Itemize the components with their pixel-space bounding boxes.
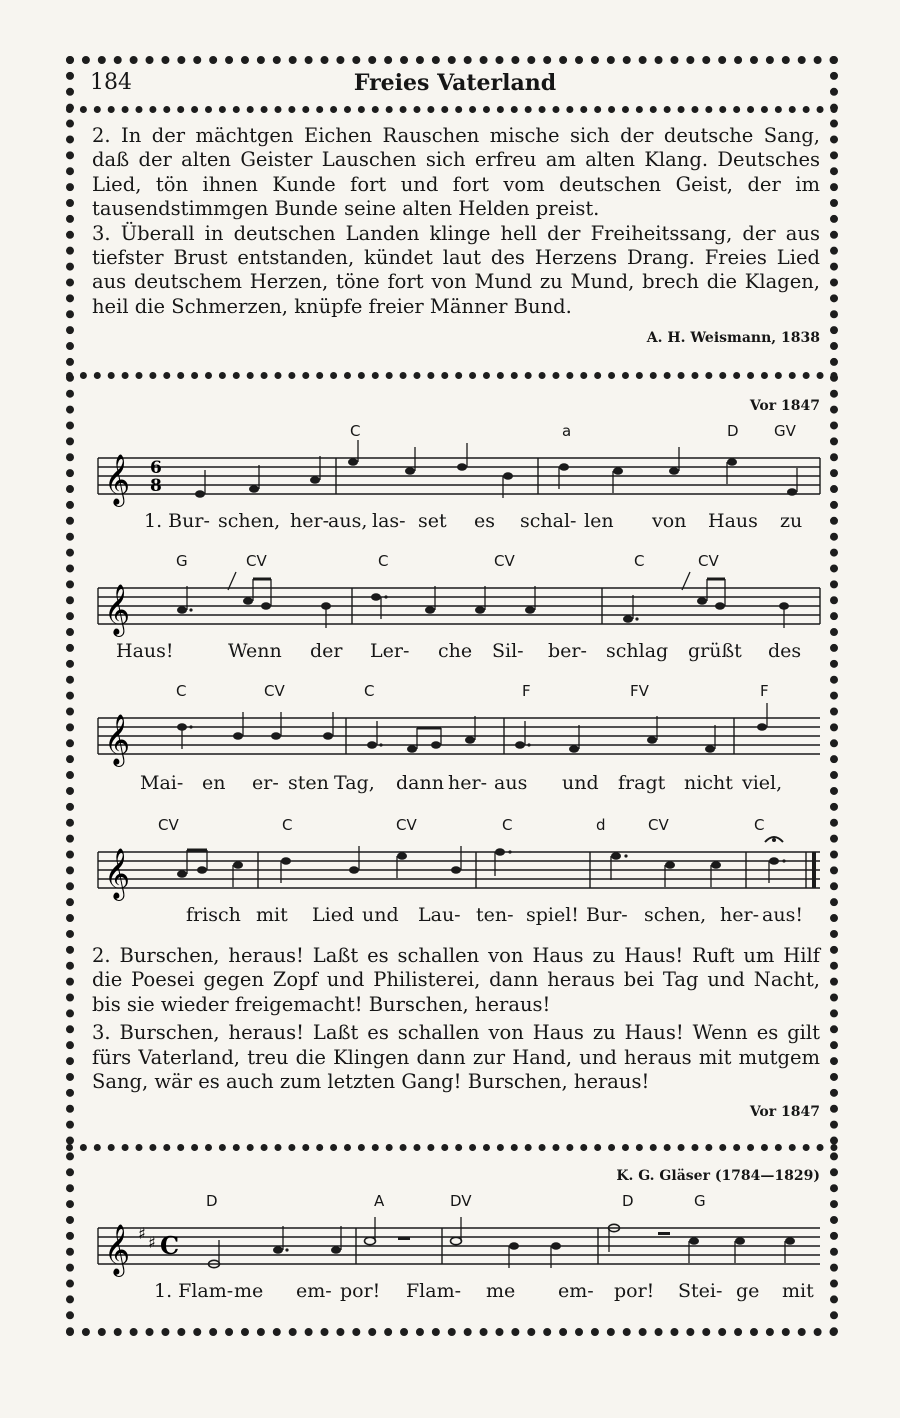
- lyric-syllable: me: [234, 1280, 264, 1302]
- running-title: Freies Vaterland: [353, 70, 557, 96]
- song2-verses: [92, 944, 820, 1094]
- chord-label: d: [596, 816, 606, 834]
- music-staff-5: [90, 1210, 822, 1280]
- chord-label: C: [378, 552, 389, 570]
- chord-label: a: [562, 422, 572, 440]
- lyric-syllable: Wenn: [228, 640, 282, 662]
- chord-label: D: [622, 1192, 634, 1210]
- lyric-syllable: schlag: [606, 640, 669, 662]
- lyric-syllable: mit: [256, 904, 288, 926]
- chord-label: CV: [246, 552, 267, 570]
- lyric-syllable: Haus: [708, 510, 758, 532]
- lyric-syllable: her-: [448, 772, 487, 794]
- song1-verses: [92, 124, 820, 319]
- svg-text:𝄞: 𝄞: [104, 584, 131, 635]
- chord-label: C: [364, 682, 375, 700]
- lyric-syllable: grüßt: [688, 640, 742, 662]
- svg-text:𝄞: 𝄞: [104, 454, 131, 505]
- svg-text:C: C: [160, 1231, 180, 1260]
- chord-label: F: [760, 682, 769, 700]
- lyric-syllable: und: [362, 904, 399, 926]
- lyric-syllable: nicht: [684, 772, 733, 794]
- song-date: Vor 1847: [749, 1104, 820, 1120]
- lyric-syllable: por!: [614, 1280, 655, 1302]
- lyric-syllable: em-: [296, 1280, 332, 1302]
- lyric-syllable: her-: [290, 510, 329, 532]
- chord-label: C: [176, 682, 187, 700]
- lyric-syllable: che: [438, 640, 473, 662]
- lyric-syllable: Ler-: [370, 640, 410, 662]
- lyric-syllable: 1. Flam-: [154, 1280, 234, 1302]
- header-divider: [66, 106, 838, 113]
- lyric-syllable: ge: [736, 1280, 760, 1302]
- svg-text:𝄞: 𝄞: [104, 1224, 131, 1275]
- svg-text:𝄞: 𝄞: [104, 714, 131, 765]
- lyric-syllable: schen,: [218, 510, 281, 532]
- lyric-syllable: von: [652, 510, 687, 532]
- chord-label: CV: [698, 552, 719, 570]
- section-divider-1: [66, 372, 838, 379]
- chord-label: C: [754, 816, 765, 834]
- composer-credit: K. G. Gläser (1784—1829): [616, 1168, 820, 1184]
- lyric-syllable: Stei-: [678, 1280, 723, 1302]
- page-number: 184: [90, 70, 132, 95]
- verse-text: 3. Burschen, heraus! Laßt es schallen von Haus zu Haus! Wenn es gilt fürs Vaterland, treu die Klingen dann zur Hand, und heraus mit mutgem Sang, wär es auch zum letzten Gang! Burschen, heraus!: [92, 1021, 820, 1094]
- chord-label: C: [350, 422, 361, 440]
- lyric-syllable: fragt: [618, 772, 666, 794]
- chord-label: CV: [158, 816, 179, 834]
- lyric-syllable: des: [768, 640, 802, 662]
- svg-text:♯: ♯: [148, 1233, 156, 1252]
- verse-text: 2. In der mächtgen Eichen Rauschen mische sich der deutsche Sang, daß der alten Geister Lauschen sich erfreu am alten Klang. Deutsches Lied, tön ihnen Kunde fort und fort vom deutschen Geist, der im tausendstimmgen Bunde seine alten Helden preist.: [92, 124, 820, 221]
- chord-label: F: [522, 682, 531, 700]
- verse-text: 2. Burschen, heraus! Laßt es schallen von Haus zu Haus! Ruft um Hilf die Poesei gegen Zopf und Philisterei, dann heraus bei Tag und Nacht, bis sie wieder freigemacht! Burschen, heraus!: [92, 944, 820, 1016]
- lyric-syllable: es: [474, 510, 495, 532]
- lyric-syllable: sten: [288, 772, 329, 794]
- svg-text:♯: ♯: [138, 1224, 146, 1243]
- lyric-syllable: em-: [558, 1280, 594, 1302]
- author-credit: A. H. Weismann, 1838: [646, 330, 820, 346]
- lyric-syllable: me: [486, 1280, 516, 1302]
- lyric-syllable: Lau-: [418, 904, 461, 926]
- svg-text:8: 8: [150, 476, 162, 496]
- lyric-syllable: aus,: [328, 510, 368, 532]
- lyric-syllable: Lied: [312, 904, 355, 926]
- chord-label: D: [206, 1192, 218, 1210]
- chord-label: CV: [264, 682, 285, 700]
- verse-text: 3. Überall in deutschen Landen klinge hell der Freiheitssang, der aus tiefster Brust entstanden, kündet laut des Herzens Drang. Freies Lied aus deutschem Herzen, töne fort von Mund zu Mund, brech die Klagen, heil die Schmerzen, knüpfe freier Männer Bund.: [92, 221, 820, 318]
- music-staff-3: [90, 700, 822, 770]
- chord-label: D: [727, 422, 739, 440]
- lyric-syllable: schal-: [520, 510, 577, 532]
- lyric-syllable: her-: [720, 904, 759, 926]
- lyric-syllable: Flam-: [406, 1280, 462, 1302]
- chord-label: C: [282, 816, 293, 834]
- chord-label: CV: [396, 816, 417, 834]
- lyric-syllable: und: [562, 772, 599, 794]
- lyric-syllable: spiel!: [526, 904, 579, 926]
- lyric-syllable: Bur-: [586, 904, 628, 926]
- lyric-syllable: len: [584, 510, 614, 532]
- svg-text:6: 6: [150, 458, 162, 478]
- lyric-syllable: Mai-: [140, 772, 184, 794]
- lyric-syllable: en: [202, 772, 226, 794]
- lyric-syllable: frisch: [186, 904, 241, 926]
- lyric-syllable: aus!: [762, 904, 803, 926]
- chord-label: C: [634, 552, 645, 570]
- lyric-syllable: Haus!: [116, 640, 174, 662]
- melody-credit: Vor 1847: [749, 398, 820, 414]
- lyric-syllable: schen,: [644, 904, 707, 926]
- chord-label: DV: [450, 1192, 472, 1210]
- lyric-syllable: er-: [252, 772, 279, 794]
- chord-label: FV: [630, 682, 649, 700]
- svg-text:𝄞: 𝄞: [104, 848, 131, 899]
- lyric-syllable: der: [310, 640, 343, 662]
- lyric-syllable: zu: [780, 510, 803, 532]
- lyric-syllable: mit: [782, 1280, 814, 1302]
- lyric-syllable: por!: [340, 1280, 381, 1302]
- page-header: [90, 68, 820, 102]
- lyric-syllable: Tag,: [334, 772, 375, 794]
- music-staff-1: [90, 440, 822, 510]
- music-staff-4: [90, 834, 822, 904]
- lyric-syllable: viel,: [742, 772, 783, 794]
- chord-label: G: [176, 552, 188, 570]
- lyric-syllable: aus: [494, 772, 528, 794]
- chord-label: C: [502, 816, 513, 834]
- chord-label: CV: [648, 816, 669, 834]
- chord-label: CV: [494, 552, 515, 570]
- lyric-syllable: ten-: [476, 904, 514, 926]
- music-staff-2: [90, 570, 822, 640]
- lyric-syllable: Sil-: [492, 640, 524, 662]
- lyric-syllable: las-: [372, 510, 406, 532]
- section-divider-2: [66, 1144, 838, 1151]
- lyric-syllable: ber-: [548, 640, 587, 662]
- chord-label: G: [694, 1192, 706, 1210]
- lyric-syllable: set: [418, 510, 447, 532]
- lyric-syllable: dann: [396, 772, 444, 794]
- chord-label: GV: [774, 422, 796, 440]
- chord-label: A: [374, 1192, 385, 1210]
- lyric-syllable: 1. Bur-: [144, 510, 210, 532]
